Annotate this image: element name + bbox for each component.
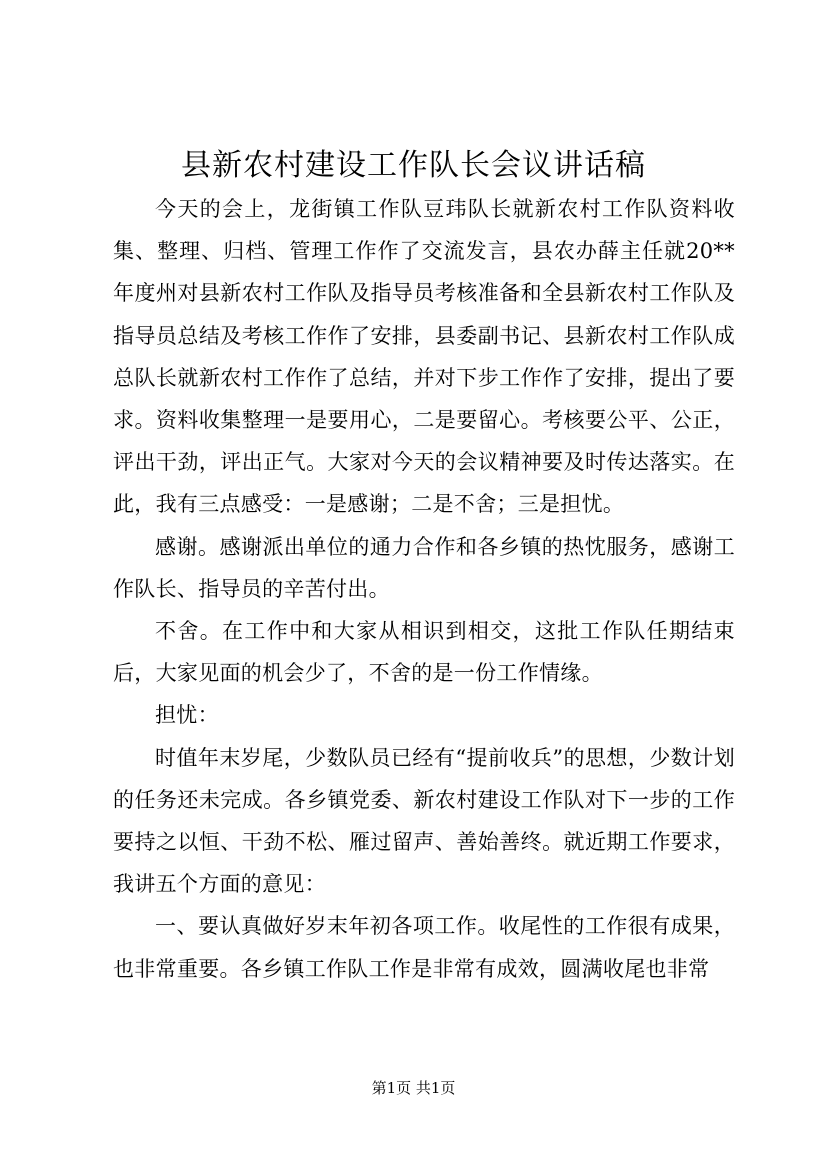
paragraph: 感谢。感谢派出单位的通力合作和各乡镇的热忱服务，感谢工作队长、指导员的辛苦付出。	[113, 534, 735, 601]
paragraph: 不舍。在工作中和大家从相识到相交，这批工作队任期结束后，大家见面的机会少了，不舍的是一份工作情缘。	[113, 619, 735, 686]
paragraph: 今天的会上，龙街镇工作队豆玮队长就新农村工作队资料收集、整理、归档、管理工作作了交流发言，县农办薛主任就20**年度州对县新农村工作队及指导员考核准备和全县新农村工作队及指导员总结及考核工作作了安排，县委副书记、县新农村工作队成总队长就新农村工作作了总结，并对下步工作作了安排，提出了要求。资料收集整理一是要用心，二是要留心。考核要公平、公正，评出干劲，评出正气。大家对今天的会议精神要及时传达落实。在此，我有三点感受：一是感谢；二是不舍；三是担忧。	[113, 197, 735, 517]
page-number-footer: 第1页 共1页	[371, 1079, 456, 1097]
paragraph: 时值年末岁尾，少数队员已经有“提前收兵”的思想，少数计划的任务还未完成。各乡镇党委、新农村建设工作队对下一步的工作要持之以恒、干劲不松、雁过留声、善始善终。就近期工作要求，我讲五个方面的意见：	[113, 745, 735, 897]
paragraph: 担忧：	[155, 703, 219, 728]
paragraph: 一、要认真做好岁末年初各项工作。收尾性的工作很有成果，也非常重要。各乡镇工作队工作是非常有成效，圆满收尾也非常	[113, 914, 735, 981]
document-body	[113, 188, 735, 990]
document-title: 县新农村建设工作队长会议讲话稿	[181, 148, 646, 183]
